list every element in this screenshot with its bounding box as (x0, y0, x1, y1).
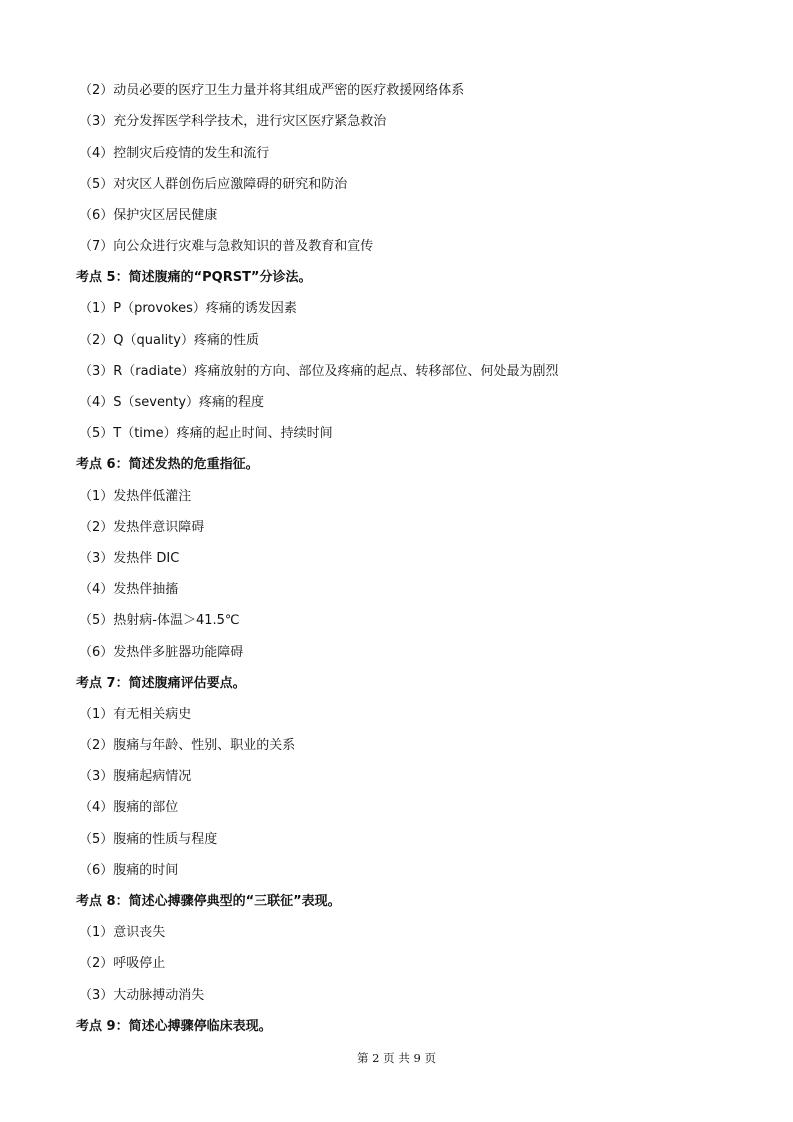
list-item: （1）有无相关病史 (79, 707, 192, 722)
list-item: （3）充分发挥医学科学技术，进行灾区医疗紧急救治 (79, 114, 387, 129)
list-item: （2）动员必要的医疗卫生力量并将其组成严密的医疗救援网络体系 (79, 83, 465, 98)
list-item: （5）腹痛的性质与程度 (79, 832, 218, 847)
list-item: （4）S（seventy）疼痛的程度 (79, 395, 265, 410)
list-item: （6）腹痛的时间 (79, 863, 179, 878)
list-item: （3）发热伴 DIC (79, 551, 180, 566)
list-item: （1）意识丧失 (79, 925, 166, 940)
list-item: （7）向公众进行灾难与急救知识的普及教育和宣传 (79, 239, 374, 254)
list-item: （5）对灾区人群创伤后应激障碍的研究和防治 (79, 177, 348, 192)
page-number-footer: 第 2 页 共 9 页 (357, 1051, 436, 1065)
list-item: （2）Q（quality）疼痛的性质 (79, 333, 259, 348)
list-item: （3）腹痛起病情况 (79, 769, 192, 784)
list-item: （1）发热伴低灌注 (79, 489, 192, 504)
list-item: （1）P（provokes）疼痛的诱发因素 (79, 301, 297, 316)
list-item: （6）发热伴多脏器功能障碍 (79, 645, 244, 660)
section-heading: 考点 5：简述腹痛的“PQRST”分诊法。 (76, 270, 312, 285)
list-item: （3）R（radiate）疼痛放射的方向、部位及疼痛的起点、转移部位、何处最为剧烈 (79, 364, 559, 379)
list-item: （4）腹痛的部位 (79, 800, 179, 815)
list-item: （4）发热伴抽搐 (79, 582, 179, 597)
list-item: （6）保护灾区居民健康 (79, 208, 218, 223)
list-item: （2）发热伴意识障碍 (79, 520, 205, 535)
section-heading: 考点 9：简述心搏骤停临床表现。 (76, 1019, 272, 1034)
list-item: （3）大动脉搏动消失 (79, 988, 205, 1003)
section-heading: 考点 7：简述腹痛评估要点。 (76, 676, 246, 691)
section-heading: 考点 6：简述发热的危重指征。 (76, 457, 259, 472)
list-item: （2）呼吸停止 (79, 956, 166, 971)
list-item: （5）热射病-体温＞41.5℃ (79, 613, 240, 628)
section-heading: 考点 8：简述心搏骤停典型的“三联征”表现。 (76, 894, 341, 909)
list-item: （5）T（time）疼痛的起止时间、持续时间 (79, 426, 333, 441)
list-item: （2）腹痛与年龄、性别、职业的关系 (79, 738, 296, 753)
list-item: （4）控制灾后疫情的发生和流行 (79, 146, 270, 161)
